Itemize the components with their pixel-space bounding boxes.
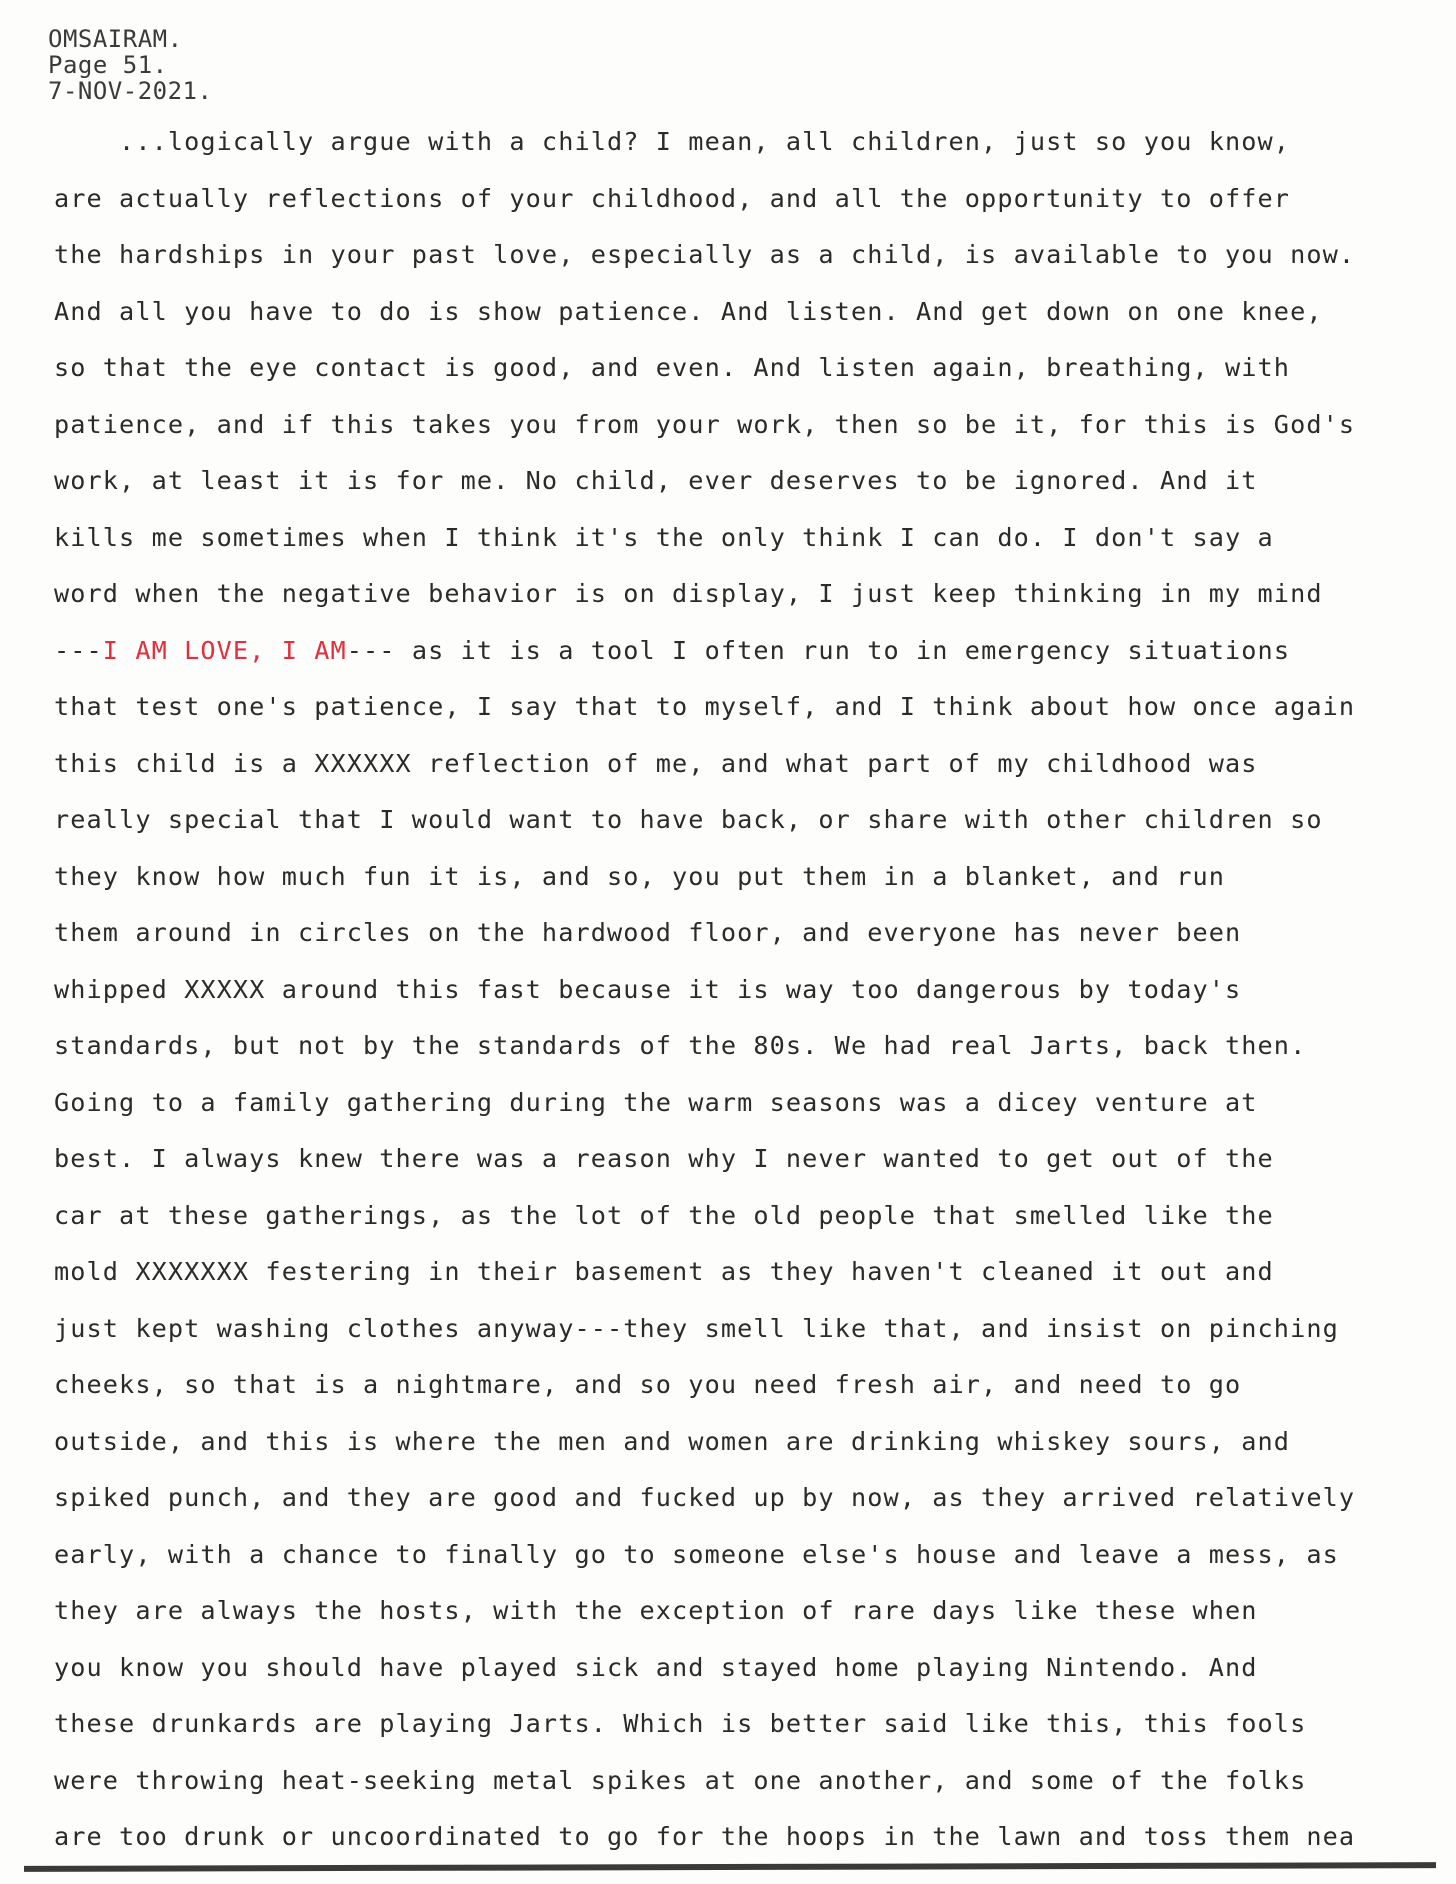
text-line-with-red: [54, 631, 1434, 688]
text-line: best. I always knew there was a reason why I never wanted to get out of the: [54, 1144, 1274, 1173]
text-line: work, at least it is for me. No child, ever deserves to be ignored. And it: [54, 466, 1258, 495]
text-line: outside, and this is where the men and women are drinking whiskey sours, and: [54, 1426, 1291, 1456]
text-line: they are always the hosts, with the exception of rare days like these when: [54, 1596, 1258, 1625]
page-header: [48, 26, 212, 104]
text-line: this child is a XXXXXX reflection of me, and what part of my childhood was: [54, 748, 1258, 778]
text-line: standards, but not by the standards of the 80s. We had real Jarts, back then.: [54, 1031, 1307, 1060]
text-line: are too drunk or uncoordinated to go for the hoops in the lawn and toss them nea: [54, 1822, 1356, 1851]
text-line: word when the negative behavior is on display, I just keep thinking in my mind: [54, 579, 1323, 608]
text-line: whipped XXXXX around this fast because it is way too dangerous by today's: [54, 974, 1242, 1004]
text-line: you know you should have played sick and stayed home playing Nintendo. And: [54, 1652, 1258, 1682]
red-ink-mantra: I AM LOVE, I AM: [102, 635, 347, 665]
text-line: cheeks, so that is a nightmare, and so you need fresh air, and need to go: [54, 1370, 1242, 1399]
text-line: really special that I would want to have back, or share with other children so: [54, 805, 1323, 834]
body-text: [54, 122, 1434, 1874]
text-line: just kept washing clothes anyway---they smell like that, and insist on pinching: [54, 1313, 1339, 1343]
text-line: mold XXXXXXX festering in their basement as they haven't cleaned it out and: [54, 1257, 1274, 1286]
text-line: them around in circles on the hardwood floor, and everyone has never been: [54, 918, 1242, 947]
text-line: early, with a chance to finally go to someone else's house and leave a mess, as: [54, 1539, 1339, 1569]
header-title: OMSAIRAM.: [48, 25, 183, 53]
text-line: Going to a family gathering during the warm seasons was a dicey venture at: [54, 1087, 1258, 1117]
text-line: kills me sometimes when I think it's the only think I can do. I don't say a: [54, 522, 1274, 552]
text-line: are actually reflections of your childhood, and all the opportunity to offer: [54, 183, 1291, 213]
text-line: so that the eye contact is good, and even. And listen again, breathing, with: [54, 353, 1291, 382]
text-line: And all you have to do is show patience. And listen. And get down on one knee,: [54, 296, 1323, 326]
header-date: 7-NOV-2021.: [48, 77, 213, 105]
text-line: car at these gatherings, as the lot of the old people that smelled like the: [54, 1200, 1274, 1230]
header-page-number: Page 51.: [48, 51, 168, 79]
text-line: patience, and if this takes you from your work, then so be it, for this is God's: [54, 409, 1356, 439]
text-line: were throwing heat-seeking metal spikes at one another, and some of the folks: [54, 1765, 1307, 1795]
text-line: that test one's patience, I say that to myself, and I think about how once again: [54, 692, 1356, 721]
text-line: ...logically argue with a child? I mean, all children, just so you know,: [54, 127, 1291, 156]
text-line: the hardships in your past love, especially as a child, is available to you now.: [54, 240, 1356, 269]
text-segment: ---: [54, 635, 103, 665]
text-line: spiked punch, and they are good and fucked up by now, as they arrived relatively: [54, 1483, 1356, 1512]
text-line: they know how much fun it is, and so, you put them in a blanket, and run: [54, 861, 1226, 891]
text-segment: --- as it is a tool I often run to in emergency situations: [346, 635, 1291, 665]
text-line: these drunkards are playing Jarts. Which is better said like this, this fools: [54, 1709, 1307, 1738]
